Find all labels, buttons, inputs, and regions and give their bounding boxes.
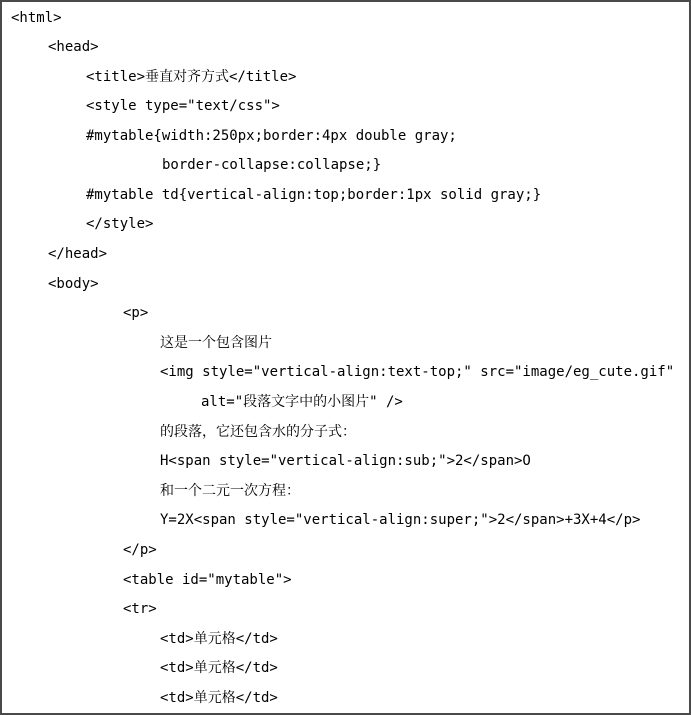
code-line: H<span style="vertical-align:sub;">2</span>O — [160, 453, 531, 469]
code-line: <html> — [11, 10, 62, 26]
code-line: <tr> — [123, 601, 157, 617]
code-line: 的段落，它还包含水的分子式： — [160, 424, 356, 440]
code-line: #mytable td{vertical-align:top;border:1px solid gray;} — [86, 187, 542, 203]
code-line: </p> — [123, 542, 157, 558]
code-line: <body> — [48, 276, 99, 292]
code-line: </style> — [86, 216, 154, 232]
code-line: Y=2X<span style="vertical-align:super;">2</span>+3X+4</p> — [160, 512, 641, 528]
code-line: border-collapse:collapse;} — [162, 157, 382, 173]
code-line: 这是一个包含图片 — [160, 335, 272, 351]
code-line: alt="段落文字中的小图片" /> — [201, 394, 403, 410]
code-line: <img style="vertical-align:text-top;" src="image/eg_cute.gif" — [160, 364, 675, 380]
code-line: <td>单元格</td> — [160, 631, 278, 647]
code-line: <style type="text/css"> — [86, 98, 280, 114]
code-line: <td>单元格</td> — [160, 660, 278, 676]
code-line: </head> — [48, 246, 108, 262]
code-line: #mytable{width:250px;border:4px double gray; — [86, 128, 457, 144]
code-line: <p> — [123, 305, 149, 321]
code-line: <table id="mytable"> — [123, 572, 292, 588]
code-line: 和一个二元一次方程： — [160, 483, 300, 499]
code-line: <head> — [48, 39, 99, 55]
code-line: <title>垂直对齐方式</title> — [86, 69, 297, 85]
code-line: <td>单元格</td> — [160, 690, 278, 706]
